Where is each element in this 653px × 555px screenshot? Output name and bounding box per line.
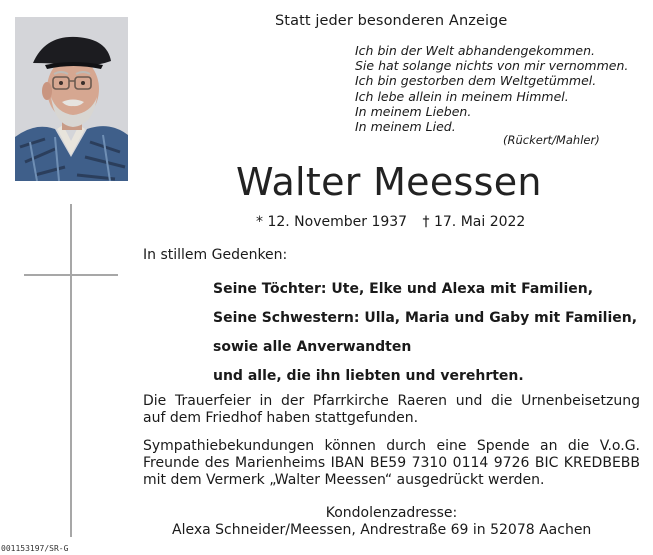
- notice-heading: Statt jeder besonderen Anzeige: [275, 13, 508, 29]
- service-line: Die Trauerfeier in der Pfarrkirche Raeren und die Urnenbeisetzung: [143, 393, 640, 409]
- mourner-line: Seine Schwestern: Ulla, Maria und Gaby mit Familien,: [213, 310, 638, 326]
- death-date: † 17. Mai 2022: [422, 214, 526, 230]
- poem-line: In meinem Lieben.: [355, 103, 472, 119]
- cross-horizontal-bar: [24, 274, 118, 276]
- life-dates: [256, 214, 536, 230]
- portrait-illustration: [15, 17, 128, 181]
- donation-line: mit dem Vermerk „Walter Meessen“ ausgedrückt werden.: [143, 471, 545, 488]
- service-line: auf dem Friedhof haben stattgefunden.: [143, 409, 419, 426]
- poem-line: Ich lebe allein in meinem Himmel.: [355, 88, 569, 104]
- donation-notice: [143, 438, 640, 488]
- mourner-line: und alle, die ihn liebten und verehrten.: [213, 368, 524, 384]
- cross-vertical-bar: [70, 204, 72, 537]
- poem-line: In meinem Lied.: [355, 119, 456, 135]
- donation-line: Sympathiebekundungen können durch eine Spende an die V.o.G.: [143, 438, 640, 454]
- poem-line: Ich bin der Welt abhandengekommen.: [355, 43, 595, 58]
- portrait-photo: [15, 17, 128, 181]
- mourner-line: sowie alle Anverwandten: [213, 339, 412, 355]
- donation-line: Freunde des Marienheims IBAN BE59 7310 0114 9726 BIC KREDBEBB: [143, 454, 640, 471]
- poem-line: Sie hat solange nichts von mir vernommen.: [355, 58, 629, 74]
- birth-date: * 12. November 1937: [256, 214, 408, 230]
- deceased-name: Walter Meessen: [236, 160, 542, 204]
- poem-credit: (Rückert/Mahler): [503, 133, 600, 147]
- mourner-line: Seine Töchter: Ute, Elke und Alexa mit Familien,: [213, 281, 594, 297]
- poem-line: Ich bin gestorben dem Weltgetümmel.: [355, 73, 597, 89]
- condolence-title: Kondolenzadresse:: [325, 505, 458, 521]
- mourning-intro: In stillem Gedenken:: [143, 247, 288, 263]
- condolence-address: Alexa Schneider/Meessen, Andrestraße 69 in 52078 Aachen: [172, 522, 592, 538]
- service-notice: [143, 393, 640, 427]
- reference-code: 001153197/SR-G: [1, 544, 69, 553]
- mourners-list: [213, 275, 637, 391]
- poem: [355, 43, 628, 134]
